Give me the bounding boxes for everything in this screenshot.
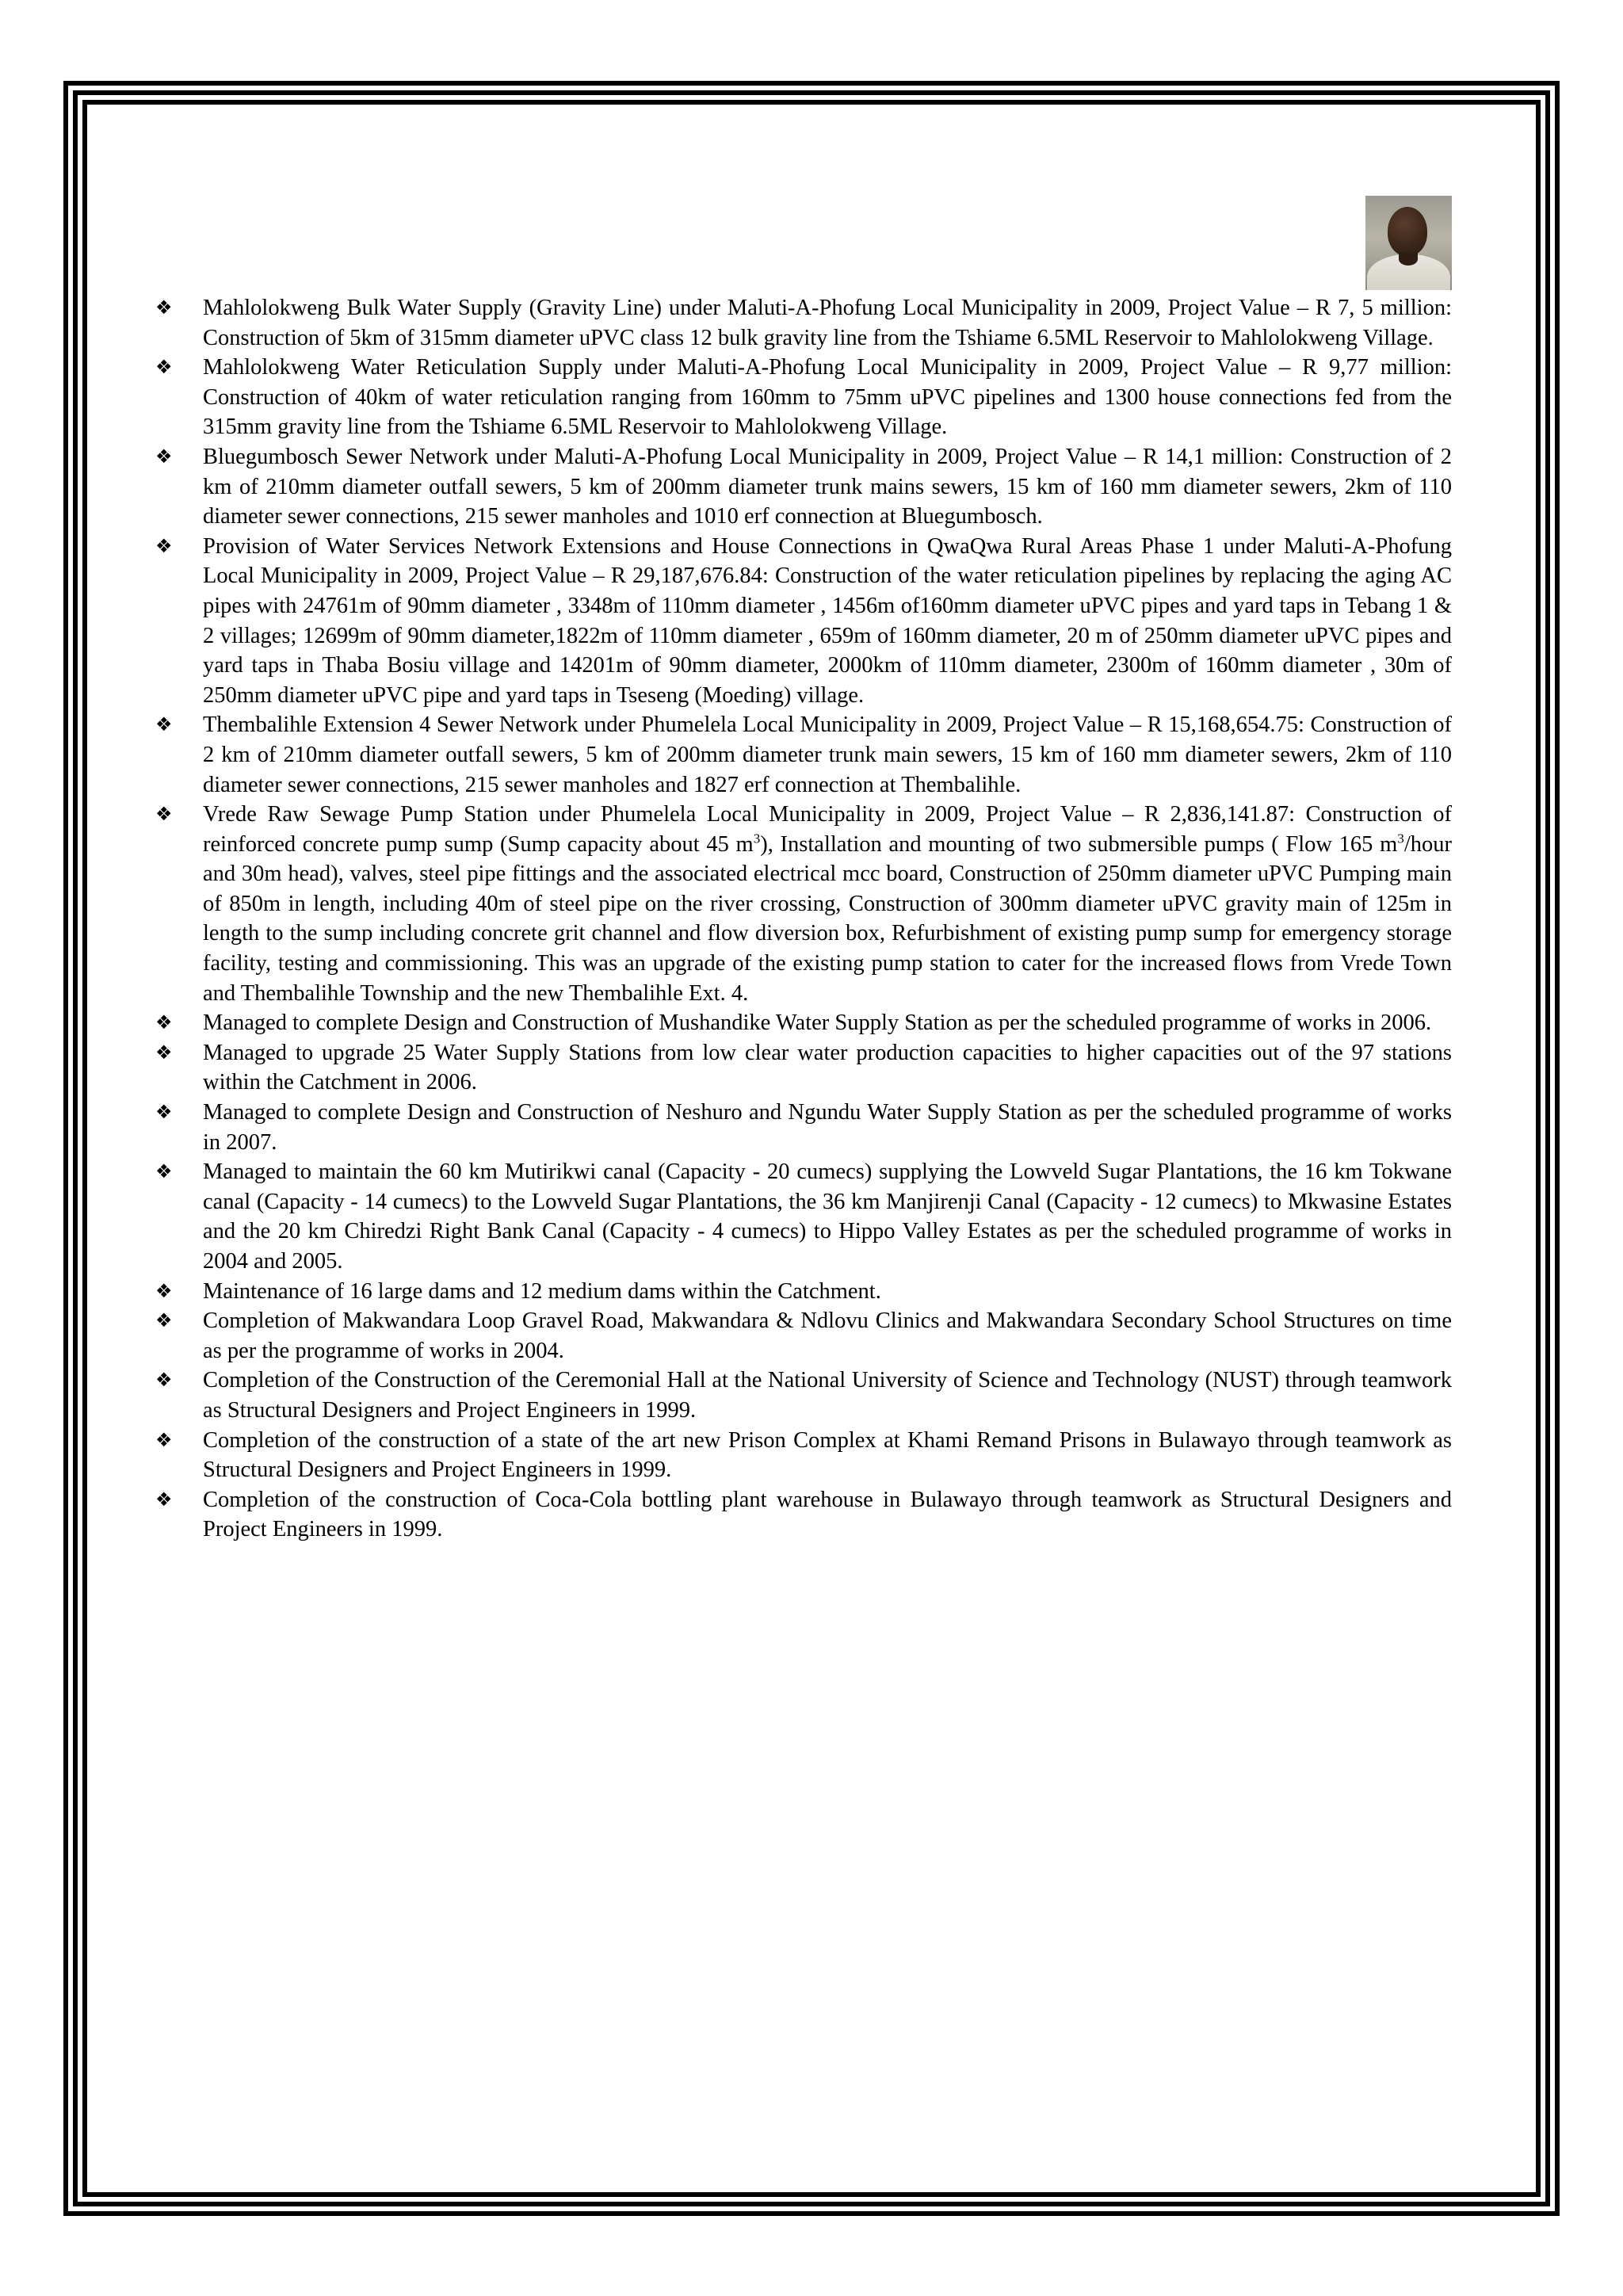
diamond-bullet-icon: ❖ [155, 1041, 173, 1064]
diamond-bullet-icon: ❖ [155, 534, 173, 557]
list-item [155, 353, 1452, 442]
item-text-part: Vrede Raw Sewage Pump Station under Phumelela Local Municipality in 2009, Project Value – R 2,836,141.87: Construction of reinforced concrete pump sump (Sump capacity about 45 m [203, 802, 1452, 857]
diamond-bullet-icon: ❖ [155, 1101, 173, 1124]
list-item [155, 442, 1452, 532]
list-item [155, 710, 1452, 800]
item-text: Thembalihle Extension 4 Sewer Network under Phumelela Local Municipality in 2009, Project Value – R 15,168,654.75: Construction of 2 km of 210mm diameter outfall sewers, 5 km of 200mm diameter trunk main sewers, 15 km of 160 mm diameter sewers, 2km of 110 diameter sewer connections, 215 sewer manholes and 1827 erf connection at Thembalihle. [203, 712, 1452, 797]
item-text: Mahlolokweng Bulk Water Supply (Gravity Line) under Maluti-A-Phofung Local Municipality in 2009, Project Value – R 7, 5 million: Construction of 5km of 315mm diameter uPVC class 12 bulk gravity line from the Tshiame 6.5ML Reservoir to Mahlolokweng Village. [203, 296, 1452, 350]
diamond-bullet-icon: ❖ [155, 356, 173, 379]
diamond-bullet-icon: ❖ [155, 713, 173, 736]
diamond-bullet-icon: ❖ [155, 445, 173, 468]
list-item [155, 1306, 1452, 1366]
list-item [155, 1277, 1452, 1307]
item-text: Managed to complete Design and Construction of Neshuro and Ngundu Water Supply Station as per the scheduled programme of works in 2007. [203, 1100, 1452, 1155]
diamond-bullet-icon: ❖ [155, 1309, 173, 1332]
diamond-bullet-icon: ❖ [155, 803, 173, 826]
diamond-bullet-icon: ❖ [155, 1488, 173, 1511]
list-item [155, 1098, 1452, 1157]
list-item [155, 1426, 1452, 1485]
item-text: Completion of the Construction of the Ceremonial Hall at the National University of Science and Technology (NUST) through teamwork as Structural Designers and Project Engineers in 1999. [203, 1368, 1452, 1423]
diamond-bullet-icon: ❖ [155, 1160, 173, 1183]
item-text: Maintenance of 16 large dams and 12 medium dams within the Catchment. [203, 1278, 881, 1304]
item-text: Completion of Makwandara Loop Gravel Road, Makwandara & Ndlovu Clinics and Makwandara Secondary School Structures on time as per the programme of works in 2004. [203, 1308, 1452, 1363]
list-item [155, 1366, 1452, 1425]
item-text: Completion of the construction of a state of the art new Prison Complex at Khami Remand Prisons in Bulawayo through teamwork as Structural Designers and Project Engineers in 1999. [203, 1427, 1452, 1483]
item-text: Managed to maintain the 60 km Mutirikwi canal (Capacity - 20 cumecs) supplying the Lowveld Sugar Plantations, the 16 km Tokwane canal (Capacity - 14 cumecs) to the Lowveld Sugar Plantations, the 36 km Manjirenji Canal (Capacity - 12 cumecs) to Mkwasine Estates and the 20 km Chiredzi Right Bank Canal (Capacity - 4 cumecs) to Hippo Valley Estates as per the scheduled programme of works in 2004 and 2005. [203, 1159, 1452, 1274]
portrait-collar [1399, 253, 1418, 266]
item-text-part: /hour and 30m head), valves, steel pipe fittings and the associated electrical mcc board, Construction of 250mm diameter uPVC Pumping main of 850m in length, including 40m of steel pipe on the river crossing, Construction of 300mm diameter uPVC gravity main of 125m in length to the sump including concrete grit channel and flow diversion box, Refurbishment of existing pump sump for emergency storage facility, testing and commissioning. This was an upgrade of the existing pump station to cater for the increased flows from Vrede Town and Thembalihle Township and the new Thembalihle Ext. 4. [203, 831, 1452, 1006]
list-item [155, 1157, 1452, 1276]
portrait-head [1388, 207, 1427, 256]
item-text: Managed to complete Design and Construction of Mushandike Water Supply Station as per the scheduled programme of works in 2006. [203, 1010, 1432, 1036]
item-text: Completion of the construction of Coca-Cola bottling plant warehouse in Bulawayo through teamwork as Structural Designers and Project Engineers in 1999. [203, 1487, 1452, 1542]
list-item [155, 532, 1452, 711]
item-text: Mahlolokweng Water Reticulation Supply under Maluti-A-Phofung Local Municipality in 2009, Project Value – R 9,77 million: Construction of 40km of water reticulation ranging from 160mm to 75mm uPVC pipelines and 1300 house connections fed from the 315mm gravity line from the Tshiame 6.5ML Reservoir to Mahlolokweng Village. [203, 355, 1452, 440]
list-item [155, 1038, 1452, 1098]
diamond-bullet-icon: ❖ [155, 1011, 173, 1034]
diamond-bullet-icon: ❖ [155, 296, 173, 319]
item-text-part: ), Installation and mounting of two submersible pumps ( Flow 165 m [760, 831, 1398, 857]
diamond-bullet-icon: ❖ [155, 1428, 173, 1451]
diamond-bullet-icon: ❖ [155, 1279, 173, 1302]
item-text: Bluegumbosch Sewer Network under Maluti-A-Phofung Local Municipality in 2009, Project Value – R 14,1 million: Construction of 2 km of 210mm diameter outfall sewers, 5 km of 200mm diameter trunk mains sewers, 15 km of 160 mm diameter sewers, 2km of 110 diameter sewer connections, 215 sewer manholes and 1010 erf connection at Bluegumbosch. [203, 444, 1452, 529]
item-text: Managed to upgrade 25 Water Supply Stations from low clear water production capacities to higher capacities out of the 97 stations within the Catchment in 2006. [203, 1040, 1452, 1095]
list-item [155, 1008, 1452, 1038]
achievements-list [155, 293, 1452, 1545]
superscript: 3 [1397, 831, 1404, 846]
list-item [155, 1485, 1452, 1545]
diamond-bullet-icon: ❖ [155, 1369, 173, 1392]
list-item [155, 293, 1452, 353]
portrait-photo [1365, 196, 1452, 290]
document-body [155, 293, 1452, 1545]
item-text: Provision of Water Services Network Extensions and House Connections in QwaQwa Rural Areas Phase 1 under Maluti-A-Phofung Local Municipality in 2009, Project Value – R 29,187,676.84: Construction of the water reticulation pipelines by replacing the aging AC pipes with 24761m of 90mm diameter , 3348m of 110mm diameter , 1456m of160mm diameter uPVC pipes and yard taps in Tebang 1 & 2 villages; 12699m of 90mm diameter,1822m of 110mm diameter , 659m of 160mm diameter, 20 m of 250mm diameter uPVC pipes and yard taps in Thaba Bosiu village and 14201m of 90mm diameter, 2000km of 110mm diameter, 2300m of 160mm diameter , 30m of 250mm diameter uPVC pipe and yard taps in Tseseng (Moeding) village. [203, 533, 1452, 708]
list-item [155, 800, 1452, 1008]
superscript: 3 [753, 831, 761, 846]
